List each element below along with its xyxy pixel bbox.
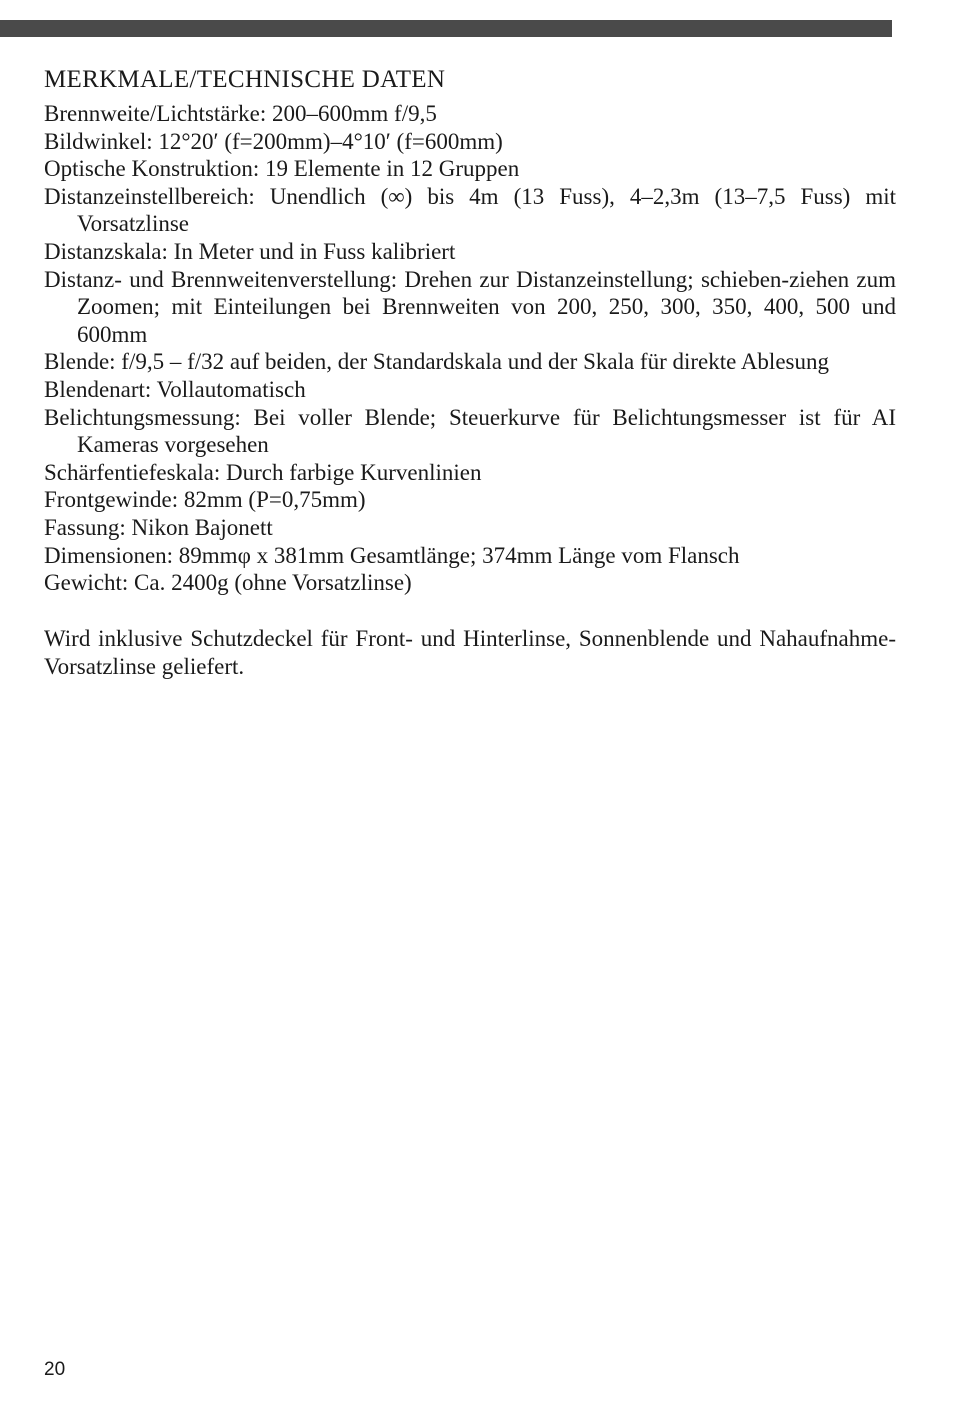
spec-list: [44, 100, 896, 597]
spec-optical-construction: Optische Konstruktion: 19 Elemente in 12 Gruppen: [44, 156, 520, 182]
spec-depth-of-field-scale: Schärfentiefeskala: Durch farbige Kurvenlinien: [44, 459, 482, 485]
accessories-note: Wird inklusive Schutzdeckel für Front- und Hinterlinse, Sonnenblende und Nahaufnahme-Vorsatzlinse geliefert.: [44, 625, 896, 679]
spec-focus-zoom-control: Distanz- und Brennweitenverstellung: Drehen zur Distanzeinstellung; schieben-ziehen zum Zoomen; mit Einteilungen bei Brennweiten von 200, 250, 300, 350, 400, 500 und 600mm: [44, 266, 896, 347]
spec-exposure-metering: Belichtungsmessung: Bei voller Blende; Steuerkurve für Belichtungsmesser ist für AI Kameras vorgesehen: [44, 404, 896, 458]
spec-focal-length: Brennweite/Lichtstärke: 200–600mm f/9,5: [44, 101, 437, 126]
spec-dimensions: Dimensionen: 89mmφ x 381mm Gesamtlänge; 374mm Länge vom Flansch: [44, 542, 740, 568]
page-number: 20: [44, 1359, 66, 1380]
spec-distance-scale: Distanzskala: In Meter und in Fuss kalibriert: [44, 238, 456, 264]
header-bar: [0, 20, 892, 37]
spec-weight: Gewicht: Ca. 2400g (ohne Vorsatzlinse): [44, 570, 412, 596]
spec-aperture: Blende: f/9,5 – f/32 auf beiden, der Standardskala und der Skala für direkte Ablesung: [44, 349, 829, 375]
spec-diaphragm: Blendenart: Vollautomatisch: [44, 376, 306, 402]
spec-focus-range: Distanzeinstellbereich: Unendlich (∞) bis 4m (13 Fuss), 4–2,3m (13–7,5 Fuss) mit Vorsatzlinse: [44, 183, 896, 237]
spec-filter-thread: Frontgewinde: 82mm (P=0,75mm): [44, 487, 366, 513]
spec-angle-of-view: Bildwinkel: 12°20′ (f=200mm)–4°10′ (f=600mm): [44, 128, 503, 154]
spec-mount: Fassung: Nikon Bajonett: [44, 514, 273, 540]
document-body: [44, 62, 896, 704]
page-heading: MERKMALE/TECHNISCHE DATEN: [44, 66, 446, 93]
